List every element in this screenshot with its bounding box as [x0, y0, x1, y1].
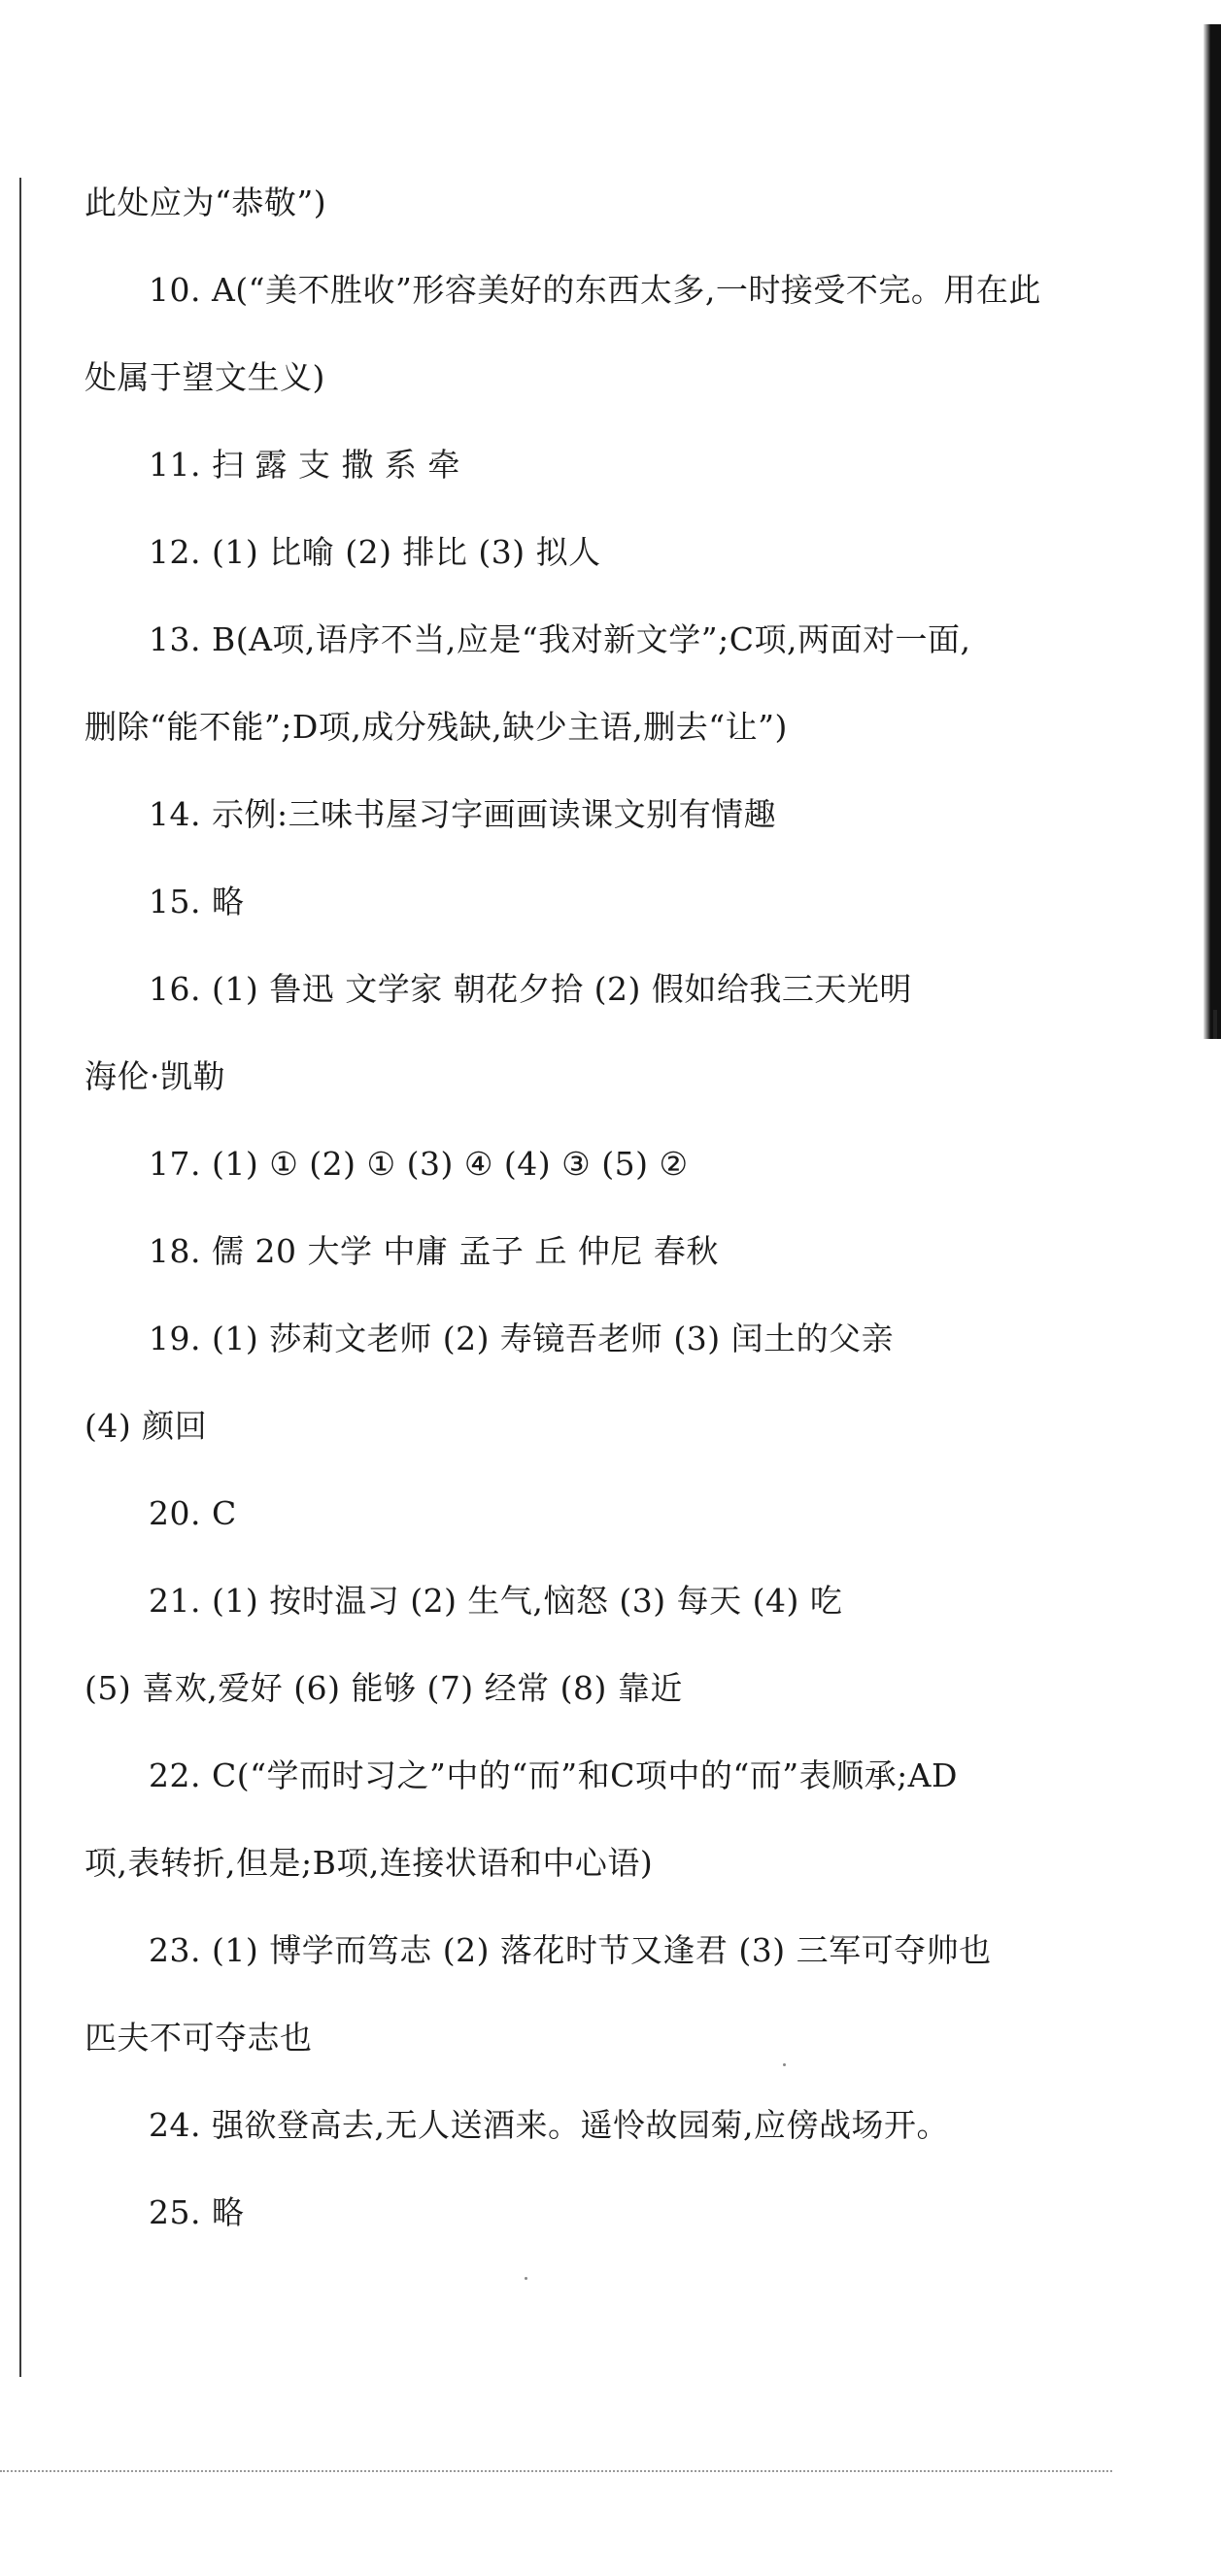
- right-edge-mark: [1213, 1010, 1217, 1039]
- text-line: 12. (1) 比喻 (2) 排比 (3) 拟人: [149, 533, 601, 571]
- bottom-dotted-rule: [0, 2470, 1112, 2472]
- text-line: 10. A(“美不胜收”形容美好的东西太多,一时接受不完。用在此: [149, 271, 1041, 309]
- text-line: 21. (1) 按时温习 (2) 生气,恼怒 (3) 每天 (4) 吃: [149, 1582, 843, 1620]
- text-line: 11. 扫 露 支 撒 系 牵: [149, 446, 460, 484]
- text-line: 24. 强欲登高去,无人送酒来。遥怜故园菊,应傍战场开。: [149, 2106, 949, 2144]
- text-line: 17. (1) ① (2) ① (3) ④ (4) ③ (5) ②: [149, 1145, 689, 1183]
- text-line: 删除“能不能”;D项,成分残缺,缺少主语,删去“让”): [85, 708, 788, 746]
- text-line: 20. C: [149, 1494, 237, 1532]
- text-line: (4) 颜回: [85, 1407, 208, 1445]
- text-line: 19. (1) 莎莉文老师 (2) 寿镜吾老师 (3) 闰土的父亲: [149, 1320, 895, 1357]
- text-line: 22. C(“学而时习之”中的“而”和C项中的“而”表顺承;AD: [149, 1756, 958, 1794]
- text-line: 此处应为“恭敬”): [85, 184, 327, 221]
- text-line: (5) 喜欢,爱好 (6) 能够 (7) 经常 (8) 靠近: [85, 1669, 683, 1707]
- text-line: 14. 示例:三味书屋习字画画读课文别有情趣: [149, 795, 777, 833]
- scan-speck: [525, 2277, 527, 2280]
- scan-speck: [783, 2063, 786, 2066]
- text-line: 海伦·凯勒: [85, 1057, 225, 1095]
- text-line: 25. 略: [149, 2193, 245, 2231]
- text-line: 匹夫不可夺志也: [85, 2019, 313, 2057]
- text-line: 23. (1) 博学而笃志 (2) 落花时节又逢君 (3) 三军可夺帅也: [149, 1931, 992, 1969]
- text-line: 15. 略: [149, 883, 245, 920]
- text-line: 18. 儒 20 大学 中庸 孟子 丘 仲尼 春秋: [149, 1232, 719, 1270]
- text-line: 项,表转折,但是;B项,连接状语和中心语): [85, 1844, 654, 1882]
- text-line: 13. B(A项,语序不当,应是“我对新文学”;C项,两面对一面,: [149, 620, 971, 658]
- text-line: 16. (1) 鲁迅 文学家 朝花夕拾 (2) 假如给我三天光明: [149, 970, 912, 1008]
- text-line: 处属于望文生义): [85, 358, 325, 396]
